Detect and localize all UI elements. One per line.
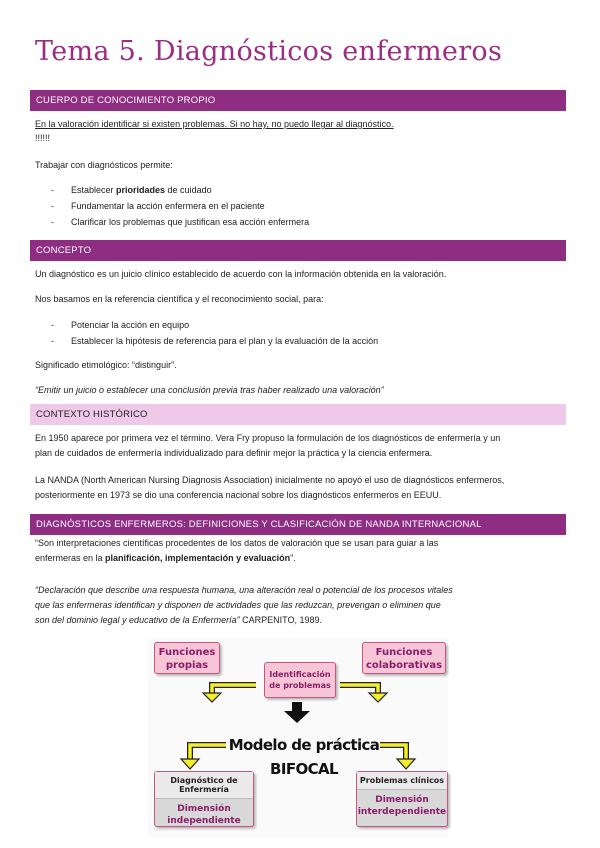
paragraph-valoracion: En la valoración identificar si existen problemas. Si no hay, no puedo llegar al diagnóstico. — [35, 119, 394, 129]
arrow-up-right-icon — [369, 693, 387, 702]
box-problemas-clinicos: Problemas clínicos Dimensión interdependiente — [356, 771, 448, 827]
paragraph-interpretaciones: “Son interpretaciones científicas procedentes de los datos de valoración que se usan para guiar a las enfermeras en la planificación, implementación y evaluación”. — [35, 538, 439, 563]
list-item: - Establecer la hipótesis de referencia para el plan y la evaluación de la acción — [51, 333, 561, 349]
arrow-down-center-icon — [284, 711, 310, 723]
page-title: Tema 5. Diagnósticos enfermeros — [35, 36, 503, 67]
arrow-down-right-icon — [397, 759, 415, 769]
paragraph-nanda: La NANDA (North American Nursing Diagnosis Association) inicialmente no apoyó el uso de diagnósticos enfermeros, posteriormente en 1973 se dio una conferencia nacional sobre los diagnósticos enfermeros en EEUU. — [35, 475, 505, 500]
bullet-list-s2 — [51, 317, 561, 349]
list-item: - Establecer prioridades de cuidado — [51, 182, 561, 198]
box-funciones-propias: Funciones propias — [154, 642, 220, 674]
arrow-up-left-icon — [203, 693, 221, 702]
paragraph-etimologico: Significado etimológico: “distinguir”. — [35, 360, 177, 370]
model-title: Modelo de práctica BIFOCAL — [228, 736, 380, 778]
paragraph-1950: En 1950 aparece por primera vez el término. Vera Fry propuso la formulación de los diagnósticos de enfermería y un plan de cuidados de enfermería individualizado para definir mejor la práctica y la ciencia enfermera. — [35, 433, 501, 458]
paragraph-trabajar: Trabajar con diagnósticos permite: — [35, 160, 173, 170]
bifocal-model-diagram — [148, 638, 448, 838]
paragraph-nos-basamos: Nos basamos en la referencia científica y el reconocimiento social, para: — [35, 294, 324, 304]
quote-emitir-juicio: “Emitir un juicio o establecer una conclusión previa tras haber realizado una valoración” — [35, 385, 384, 395]
paragraph-definicion: Un diagnóstico es un juicio clínico establecido de acuerdo con la información obtenida en la valoración. — [35, 269, 447, 279]
list-item: - Fundamentar la acción enfermera en el paciente — [51, 198, 561, 214]
quote-carpenito: “Declaración que describe una respuesta humana, una alteración real o potencial de los procesos vitales que las enfermeras identifican y disponen de actividades que las reduzcan, prevengan o eliminen que son del dominio legal y educativo de la Enfermería” CARPENITO, 1989. — [35, 585, 453, 625]
arrow-down-left-icon — [181, 759, 199, 769]
section-heading-cuerpo: CUERPO DE CONOCIMIENTO PROPIO — [30, 90, 566, 111]
box-funciones-colaborativas: Funciones colaborativas — [362, 642, 446, 674]
section-heading-diagnosticos: DIAGNÓSTICOS ENFERMEROS: DEFINICIONES Y CLASIFICACIÓN DE NANDA INTERNACIONAL — [30, 514, 566, 535]
section-heading-contexto: CONTEXTO HISTÓRICO — [30, 404, 566, 425]
box-identificacion: Identificación de problemas — [264, 662, 336, 698]
section-heading-concepto: CONCEPTO — [30, 240, 566, 261]
bullet-list-s1 — [51, 182, 561, 230]
list-item: - Potenciar la acción en equipo — [51, 317, 561, 333]
box-diagnostico-enfermeria: Diagnóstico de Enfermería Dimensión independiente — [154, 771, 254, 827]
paragraph-exclamation: !!!!!! — [35, 133, 51, 143]
list-item: - Clarificar los problemas que justifican esa acción enfermera — [51, 214, 561, 230]
